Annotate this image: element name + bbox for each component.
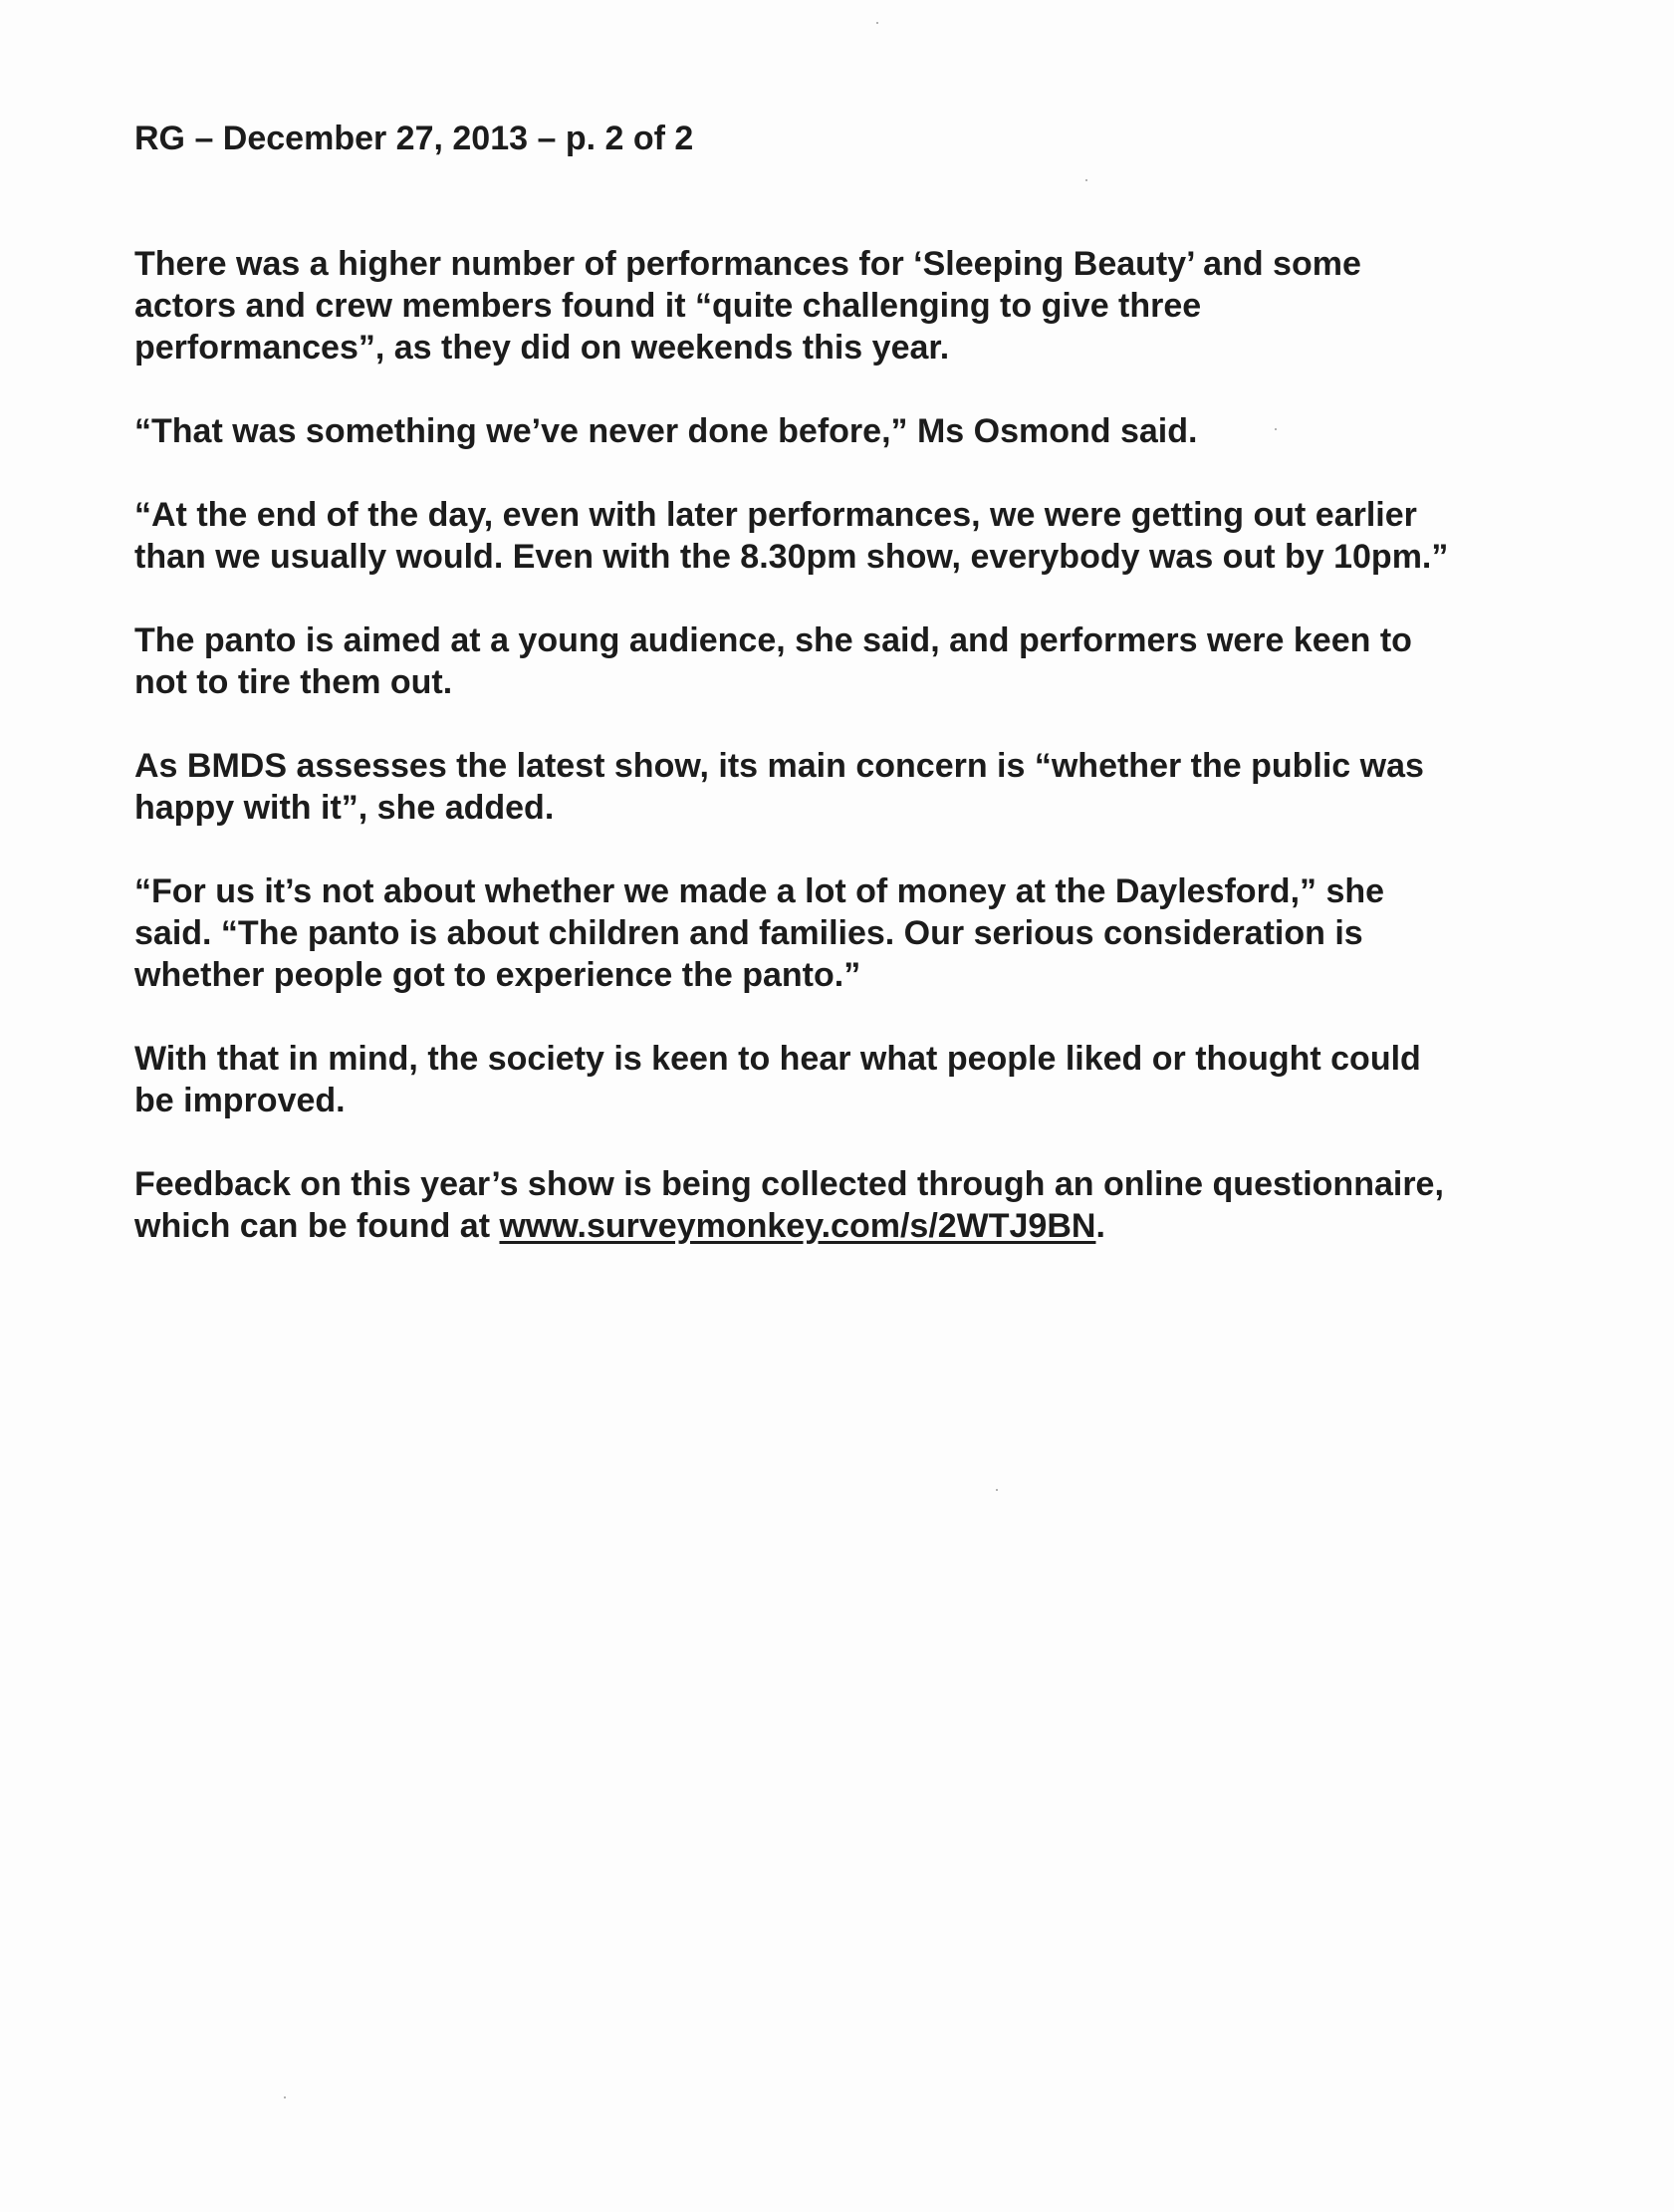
scan-speck (876, 22, 878, 24)
page-header: RG – December 27, 2013 – p. 2 of 2 (134, 120, 694, 157)
feedback-paragraph (134, 1163, 1568, 1247)
paragraph-line: performances”, as they did on weekends this year. (134, 329, 950, 367)
paragraph (134, 745, 1568, 829)
paragraph (134, 619, 1568, 703)
paragraph-line: than we usually would. Even with the 8.30pm show, everybody was out by 10pm.” (134, 538, 1449, 576)
paragraph-line (134, 1205, 1568, 1247)
paragraph-line: not to tire them out. (134, 663, 453, 701)
paragraph-line: be improved. (134, 1082, 346, 1119)
paragraph (134, 494, 1568, 578)
paragraph-line: whether people got to experience the panto.” (134, 956, 861, 994)
survey-link[interactable]: www.surveymonkey.com/s/2WTJ9BN (499, 1207, 1096, 1245)
paragraph (134, 410, 1568, 452)
paragraph-line: said. “The panto is about children and families. Our serious consideration is (134, 914, 1363, 952)
scan-speck (996, 1489, 998, 1491)
paragraph-line: With that in mind, the society is keen to hear what people liked or thought could (134, 1040, 1421, 1078)
link-prefix-text: which can be found at (134, 1207, 500, 1245)
scan-speck (284, 2096, 286, 2098)
paragraph-line: happy with it”, she added. (134, 789, 555, 827)
paragraph (134, 1038, 1568, 1121)
article-body (134, 118, 1568, 1289)
link-suffix-text: . (1095, 1207, 1105, 1245)
paragraph-line: “At the end of the day, even with later performances, we were getting out earlier (134, 496, 1417, 534)
paragraph-line: The panto is aimed at a young audience, she said, and performers were keen to (134, 621, 1412, 659)
paragraph-line: There was a higher number of performances for ‘Sleeping Beauty’ and some (134, 245, 1361, 283)
paragraph-line: “That was something we’ve never done before,” Ms Osmond said. (134, 412, 1198, 450)
paragraph-line: actors and crew members found it “quite challenging to give three (134, 287, 1202, 325)
paragraph-line: As BMDS assesses the latest show, its main concern is “whether the public was (134, 747, 1424, 785)
paragraph-line: “For us it’s not about whether we made a lot of money at the Daylesford,” she (134, 872, 1385, 910)
paragraph-line: Feedback on this year’s show is being collected through an online questionnaire, (134, 1165, 1444, 1203)
paragraph (134, 870, 1568, 996)
paragraph (134, 243, 1568, 369)
